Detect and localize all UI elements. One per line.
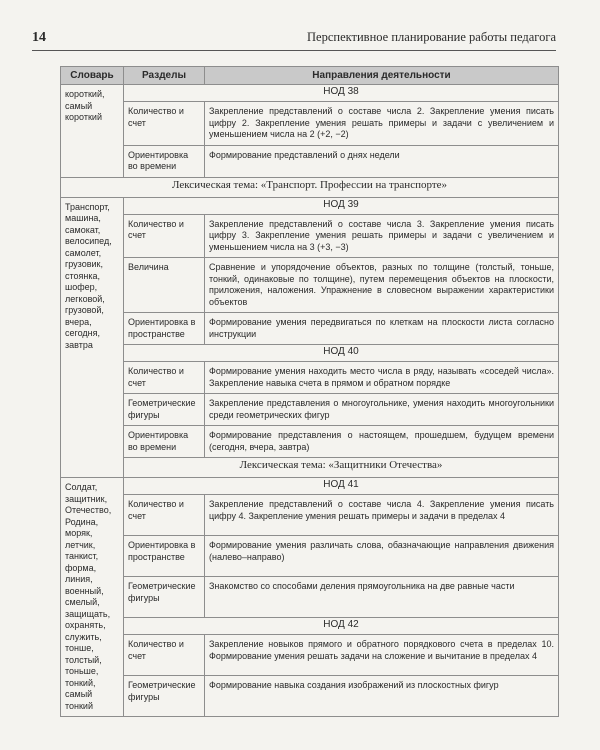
table-row xyxy=(61,313,559,345)
running-head xyxy=(32,30,556,46)
section-cell: Геометрические фигуры xyxy=(124,676,205,717)
nod-title: НОД 39 xyxy=(124,197,559,214)
direction-cell: Формирование умения находить место числа в ряду, называть «соседей числа». Закрепление навыка счета в прямом и обратном порядке xyxy=(205,362,559,394)
lexical-theme-title: Лексическая тема: «Транспорт. Профессии на транспорте» xyxy=(61,177,559,197)
table-row xyxy=(61,478,559,495)
direction-cell: Формирование умения передвигаться по клеткам на плоскости листа согласно инструкции xyxy=(205,313,559,345)
section-cell: Количество и счет xyxy=(124,102,205,146)
table-row xyxy=(61,635,559,676)
header-rule xyxy=(32,50,556,51)
direction-cell: Формирование представления о настоящем, прошедшем, будущем времени (сегодня, вчера, завтра) xyxy=(205,426,559,458)
direction-cell: Закрепление представлений о составе числа 3. Закрепление умения писать цифру 3. Закрепление умения решать примеры и задачи с увеличением и уменьшением числа на 3 (+3, −3) xyxy=(205,214,559,258)
lexical-theme-title: Лексическая тема: «Защитники Отечества» xyxy=(124,458,559,478)
table-row xyxy=(61,577,559,618)
table-row xyxy=(61,536,559,577)
vocabulary-cell: Солдат, защитник, Отечество, Родина, моряк, летчик, танкист, форма, линия, военный, смелый, защищать, охранять, служить, тонше, толстый, тоньше, тонкий, самый тонкий xyxy=(61,478,124,717)
table-row xyxy=(61,618,559,635)
section-cell: Ориентировка в пространстве xyxy=(124,536,205,577)
theme-row xyxy=(61,458,559,478)
direction-cell: Сравнение и упорядочение объектов, разных по толщине (толстый, тоньше, тонкий, одинаковые по толщине), путем перемещения объектов на плоскости, приложения, наложения. Упражнение в словесном выражении характеристики объектов xyxy=(205,258,559,313)
table-header-row xyxy=(61,67,559,85)
section-cell: Ориентировка во времени xyxy=(124,426,205,458)
table-row xyxy=(61,214,559,258)
table-row xyxy=(61,495,559,536)
section-cell: Количество и счет xyxy=(124,362,205,394)
section-cell: Ориентировка в пространстве xyxy=(124,313,205,345)
direction-cell: Формирование навыка создания изображений из плоскостных фигур xyxy=(205,676,559,717)
table-row xyxy=(61,345,559,362)
table-row xyxy=(61,362,559,394)
table-row xyxy=(61,145,559,177)
section-cell: Количество и счет xyxy=(124,495,205,536)
section-cell: Геометрические фигуры xyxy=(124,394,205,426)
table-row xyxy=(61,197,559,214)
nod-title: НОД 41 xyxy=(124,478,559,495)
table-row xyxy=(61,426,559,458)
direction-cell: Знакомство со способами деления прямоугольника на две равные части xyxy=(205,577,559,618)
section-cell: Количество и счет xyxy=(124,635,205,676)
direction-cell: Формирование представлений о днях недели xyxy=(205,145,559,177)
column-header-directions: Направления деятельности xyxy=(205,67,559,85)
column-header-sections: Разделы xyxy=(124,67,205,85)
direction-cell: Закрепление новыков прямого и обратного порядкового счета в пределах 10. Формирование умения решать задачи на сложение и вычитание в пределах 4 xyxy=(205,635,559,676)
table-row xyxy=(61,676,559,717)
direction-cell: Закрепление представления о многоугольнике, умения находить многоугольники среди геометрических фигур xyxy=(205,394,559,426)
vocabulary-cell: Транспорт, машина, самокат, велосипед, самолет, грузовик, стоянка, шофер, легковой, грузовой, вчера, сегодня, завтра xyxy=(61,197,124,478)
page-number: 14 xyxy=(32,30,46,45)
table-row xyxy=(61,394,559,426)
table-row xyxy=(61,258,559,313)
nod-title: НОД 38 xyxy=(124,85,559,102)
vocabulary-cell: короткий, самый короткий xyxy=(61,85,124,178)
section-cell: Геометрические фигуры xyxy=(124,577,205,618)
column-header-vocabulary: Словарь xyxy=(61,67,124,85)
section-cell: Ориентировка во времени xyxy=(124,145,205,177)
direction-cell: Закрепление представлений о составе числа 4. Закрепление умения писать цифру 4. Закрепление умения решать примеры и задачи в пределах 4 xyxy=(205,495,559,536)
table-row xyxy=(61,85,559,102)
section-cell: Количество и счет xyxy=(124,214,205,258)
planning-table xyxy=(60,66,559,717)
running-title: Перспективное планирование работы педагога xyxy=(307,30,556,44)
theme-row xyxy=(61,177,559,197)
nod-title: НОД 40 xyxy=(124,345,559,362)
direction-cell: Формирование умения различать слова, обазначающие направления движения (налево–направо) xyxy=(205,536,559,577)
section-cell: Величина xyxy=(124,258,205,313)
direction-cell: Закрепление представлений о составе числа 2. Закрепление умения писать цифру 2. Закрепление умения решать примеры и задачи с увеличением и уменьшением числа на 2 (+2, −2) xyxy=(205,102,559,146)
table-row xyxy=(61,102,559,146)
nod-title: НОД 42 xyxy=(124,618,559,635)
